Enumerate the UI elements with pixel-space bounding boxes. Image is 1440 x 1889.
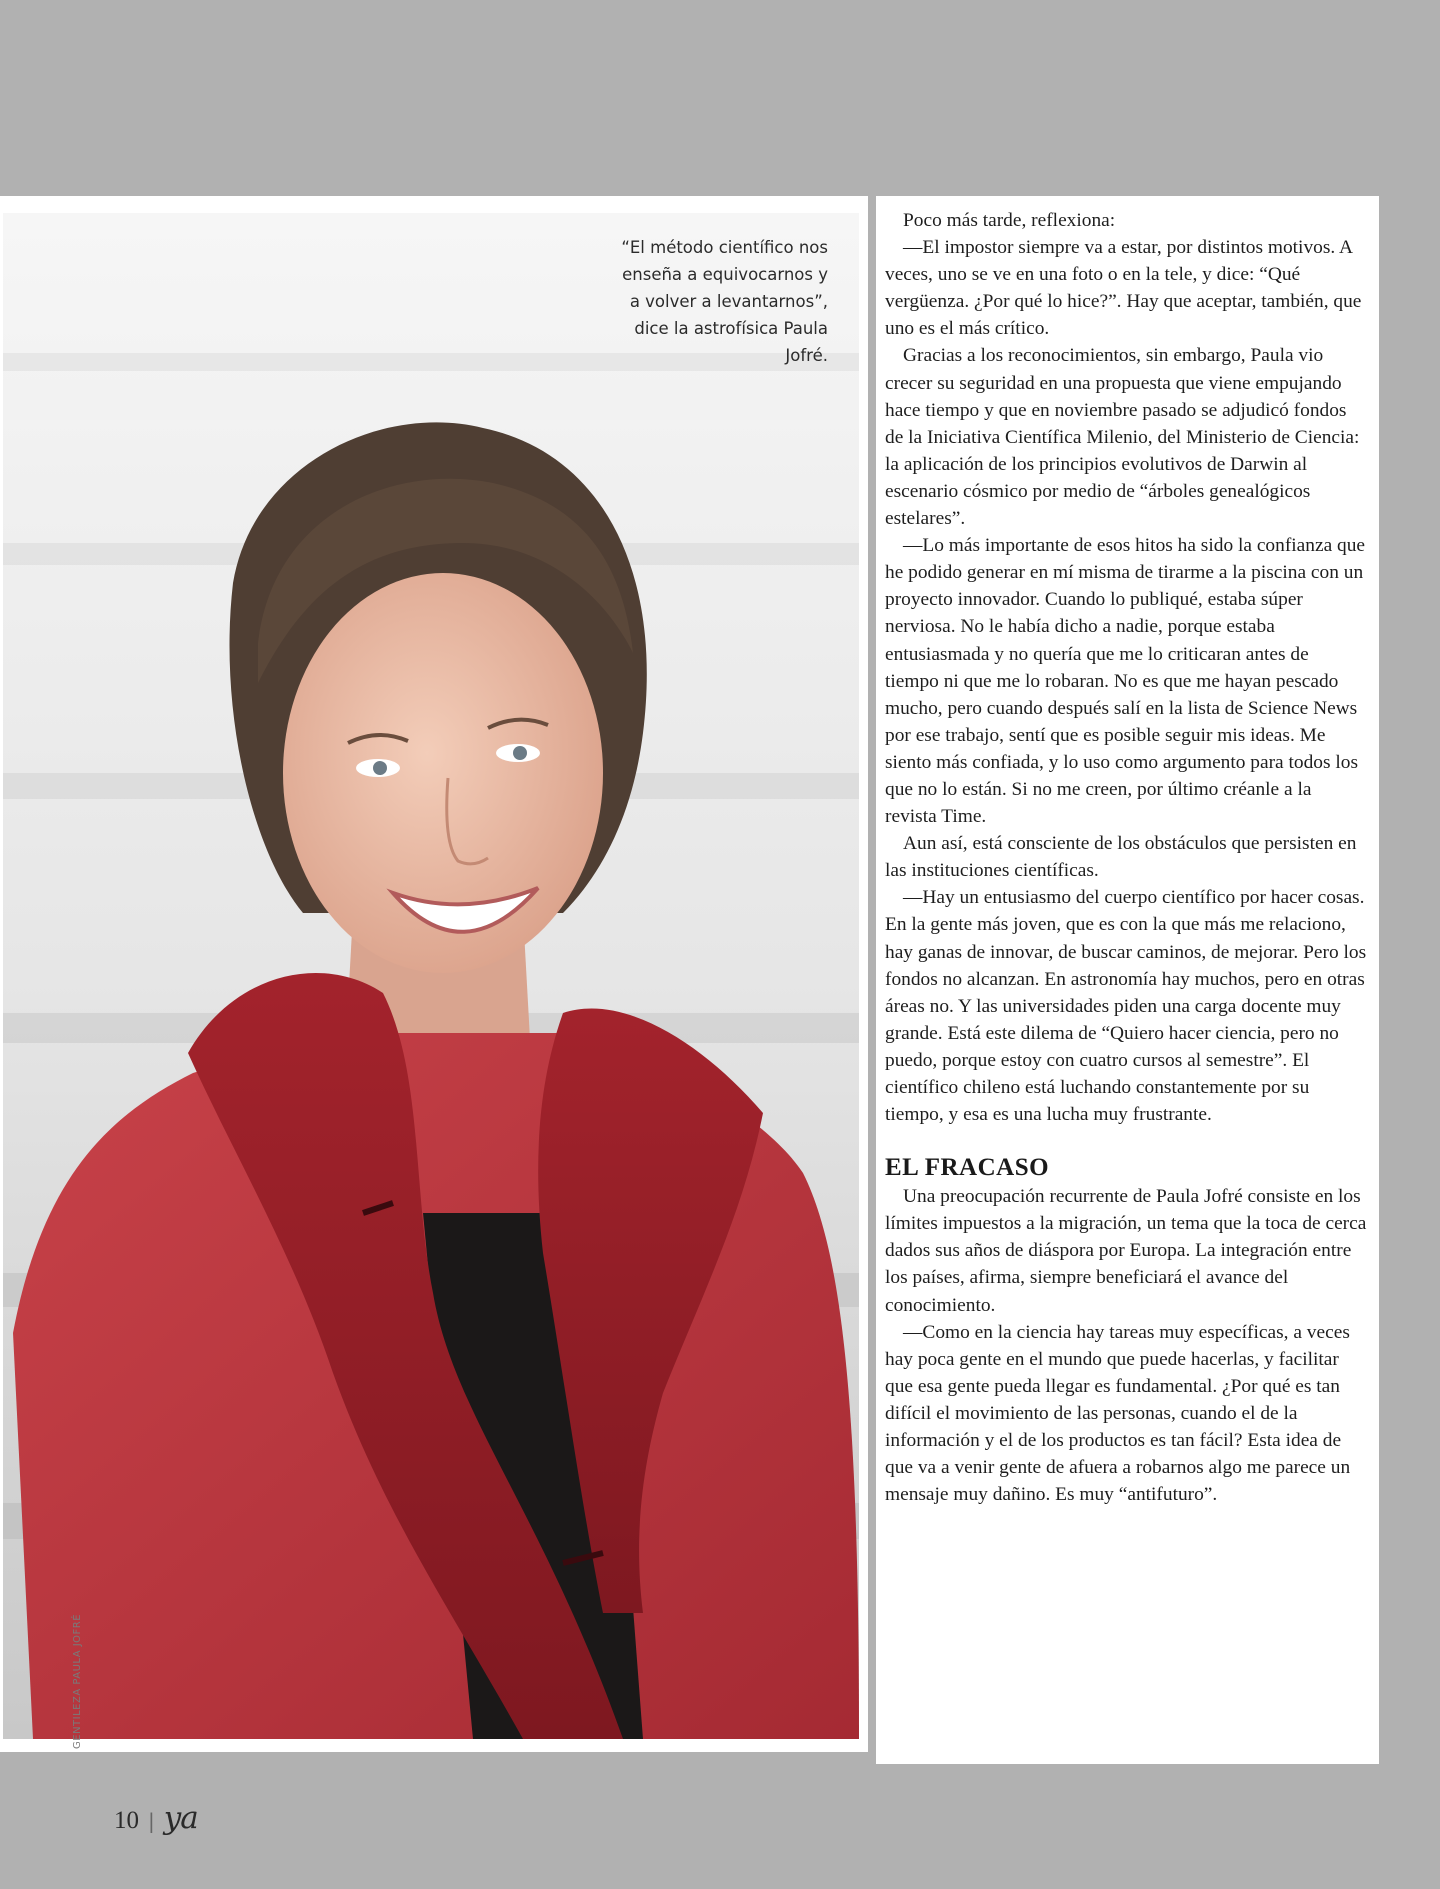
- paragraph: Poco más tarde, reflexiona:: [903, 210, 1116, 231]
- paragraph: —Como en la ciencia hay tareas muy específicas, a veces hay poca gente en el mundo que puede hacerlas, y facilitar que esa gente pueda llegar es fundamental. ¿Por qué es tan difícil el movimiento de las personas, cuando el de la información y el de los productos es tan fácil? Esta idea de que va a venir gente de afuera a robarnos algo me parece un mensaje muy dañino. Es muy “antifuturo”.: [885, 1321, 1351, 1506]
- photo-caption: “El método científico nos enseña a equivocarnos y a volver a levantarnos”, dice la astrofísica Paula Jofré.: [621, 238, 828, 365]
- paragraph: Una preocupación recurrente de Paula Jofré consiste en los límites impuestos a la migración, un tema que la toca de cerca dados sus años de diáspora por Europa. La integración entre los países, afirma, siempre beneficiará el avance del conocimiento.: [885, 1186, 1367, 1316]
- photo-frame: [0, 196, 868, 1752]
- footer-separator: |: [148, 1809, 155, 1833]
- magazine-logo: ya: [163, 1800, 198, 1836]
- portrait-photo: [3, 213, 859, 1739]
- paragraph: —Lo más importante de esos hitos ha sido la confianza que he podido generar en mí misma de tirarme a la piscina con un proyecto innovador. Cuando lo publiqué, estaba súper nerviosa. No le había dicho a nadie, porque estaba entusiasmada y no quería que me lo criticaran antes de tiempo ni que me lo robaran. No es que me hayan pescado mucho, pero cuando después salí en la lista de Science News por ese trabajo, sentí que es posible seguir mis ideas. Me siento más confiada, y lo uso como argumento para todos los que no lo están. Si no me creen, por último créanle a la revista Time.: [885, 535, 1366, 828]
- article-body: [885, 207, 1367, 1508]
- page-footer: [114, 1800, 198, 1836]
- page-number: 10: [114, 1807, 139, 1834]
- article-column: [876, 196, 1379, 1764]
- section-heading: EL FRACASO: [885, 1154, 1050, 1182]
- portrait-illustration: [3, 213, 859, 1739]
- paragraph: Gracias a los reconocimientos, sin embargo, Paula vio crecer su seguridad en una propuesta que viene empujando hace tiempo y que en noviembre pasado se adjudicó fondos de la Iniciativa Científica Milenio, del Ministerio de Ciencia: la aplicación de los principios evolutivos de Darwin al escenario cósmico por medio de “árboles genealógicos estelares”.: [885, 345, 1360, 530]
- paragraph: —El impostor siempre va a estar, por distintos motivos. A veces, uno se ve en una foto o en la tele, y dice: “Qué vergüenza. ¿Por qué lo hice?”. Hay que aceptar, también, que uno es el más crítico.: [885, 237, 1362, 340]
- paragraph: Aun así, está consciente de los obstáculos que persisten en las instituciones científicas.: [885, 833, 1357, 882]
- paragraph: —Hay un entusiasmo del cuerpo científico por hacer cosas. En la gente más joven, que es con la que más me relaciono, hay ganas de innovar, de buscar caminos, de mejorar. Pero los fondos no alcanzan. En astronomía hay muchos, pero en otras áreas no. Y las universidades piden una carga docente muy grande. Está este dilema de “Quiero hacer ciencia, pero no puedo, porque estoy con cuatro cursos al semestre”. El científico chileno está luchando constantemente por su tiempo, y esa es una lucha muy frustrante.: [885, 887, 1367, 1126]
- photo-credit: GENTILEZA PAULA JOFRÉ: [72, 1613, 83, 1749]
